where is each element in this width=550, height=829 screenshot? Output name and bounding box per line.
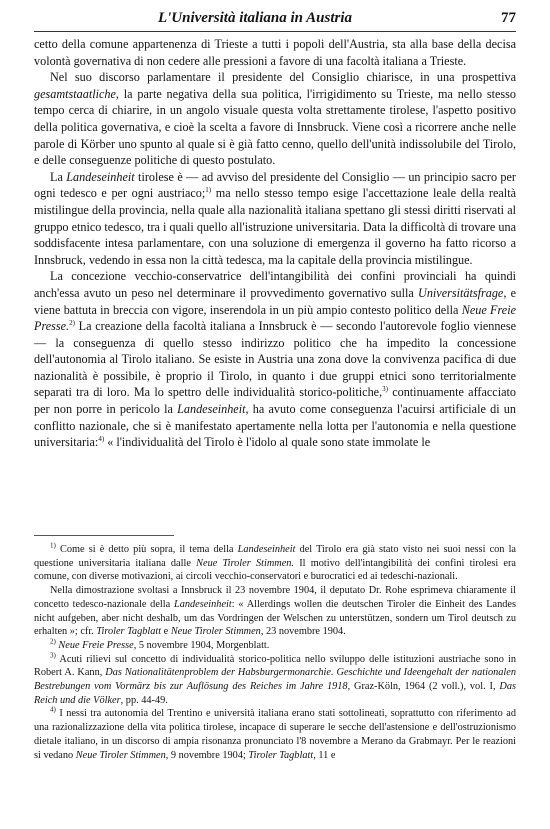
text-run: Nel suo discorso parlamentare il presidente del Consiglio chiarisce, in una prospettiva: [50, 70, 516, 85]
text-run: , 11 e: [313, 749, 336, 761]
text-run: del Tirolo era già stato visto nei suoi nessi con la questione universitaria italiana dalle: [34, 544, 517, 569]
text-run: La concezione vecchio-conservatrice dell'intangibilità dei confini provinciali ha quindi anch'essa avuto un peso nel determinare il provvedimento governativo sulla: [34, 269, 516, 300]
running-title: L'Università italiana in Austria: [157, 10, 353, 26]
text-run: e: [161, 626, 171, 638]
note-ref: 3): [50, 651, 56, 660]
text-run: , Graz-Köln, 1964 (2 voll.), vol. I,: [347, 681, 500, 693]
text-run: cetto della comune appartenenza di Trieste a tutti i popoli dell'Austria, sta alla base della decisa volontà governativa di non cedere alle pressioni a favore di una facoltà italiana a Trieste.: [34, 37, 516, 68]
footnote: [34, 653, 516, 708]
italic-term: Neue Tiroler Stimmen.: [196, 557, 294, 569]
italic-term: Tiroler Tagblatt: [248, 749, 314, 761]
text-run: La: [50, 169, 67, 184]
paragraph-continued: [34, 36, 516, 69]
italic-term: Neue Tiroler Stimmen: [75, 749, 166, 761]
text-run: I nessi tra autonomia del Trentino e università italiana erano stati sottolineati, soprattutto con riferimento ad una razionalizzazione della vita politica tirolese, incapace di superare le secche dell'astensione e dell'ostruzionismo dietale italiano, in un discorso di ampia risonanza pronunciato l'8 novembre a Merano da Grabmayr. Per le reazioni si vedano: [34, 708, 516, 761]
note-ref: 3): [382, 385, 388, 394]
italic-term: Neue Freie Presse: [58, 639, 134, 651]
footnote: [34, 639, 516, 653]
italic-term: Neue Freie Presse.: [34, 302, 516, 334]
italic-term: Universitätsfrage: [418, 285, 504, 300]
italic-term: Tiroler Tagblatt: [96, 626, 162, 638]
body-text: [34, 36, 516, 451]
text-run: continuamente affacciato per non porre in pericolo la: [34, 385, 516, 417]
note-ref: 1): [205, 186, 212, 195]
text-run: , ha avuto come conseguenza l'acuirsi artificiale di un conflitto nazionale, che si è manifestato apertamente nella lotta per l'autonomia e nella questione universitaria:: [34, 402, 516, 450]
footnote: [34, 584, 516, 639]
page-number: 77: [501, 10, 516, 26]
note-ref: 2): [50, 637, 56, 646]
text-run: : « Allerdings wollen die deutschen Tiroler die Einheit des Landes nicht aufgeben, aber nicht deshalb, um das Vordringen der Welschen zu unterstützen, sondern um Tirol deutsch zu erhalten »; cfr.: [34, 598, 516, 638]
italic-term: Landeseinheit: [237, 544, 296, 555]
text-run: « l'individualità del Tirolo è l'idolo al quale sono state immolate le: [104, 435, 431, 450]
note-ref: 4): [98, 435, 105, 444]
text-run: Nella dimostrazione svoltasi a Innsbruck il 23 novembre 1904, il deputato Dr. Rohe esprimeva chiaramente il concetto tedesco-nazionale della: [34, 585, 516, 610]
footnote: [34, 707, 516, 762]
text-run: La creazione della facoltà italiana a Innsbruck è — secondo l'autorevole foglio viennese — la conseguenza di quello stesso indirizzo politico che ha impedito la concessione dell'autonomia al Tirolo italiano. Se esiste in Austria una zona dove la convivenza pacifica di due nazionalità è possibile, è proprio il Tirolo, in quanto i due gruppi etnici sono territorialmente separati tra di loro. Ma lo spettro delle individualità storico-politiche,: [34, 319, 516, 400]
header-rule: [34, 31, 516, 32]
italic-term: Landeseinheit: [66, 169, 135, 184]
italic-term: Das Nationalitätenproblem der Habsburgermonarchie. Geschichte und Ideengehalt der nationalen Bestrebungen vom Vormärz bis zur Auflösung des Reiches im Jahre 1918: [34, 667, 516, 693]
text-run: , 5 novembre 1904, Morgenblatt.: [133, 639, 270, 651]
paragraph: [34, 69, 516, 169]
italic-term: Das Reich und die Völker: [34, 681, 517, 706]
footnotes: [34, 543, 516, 762]
text-run: Il motivo dell'intangibilità dei confini tirolesi era comune, con diverse motivazioni, ai circoli vecchio-conservatori e burocratici ed ai tedeschi-nazionali.: [34, 557, 516, 583]
paragraph: [34, 169, 516, 269]
note-ref: 2): [69, 319, 75, 328]
text-run: tirolese è — ad avviso del presidente del Consiglio — un principio sacro per ogni tedesco e per ogni austriaco;: [34, 169, 516, 201]
note-ref: 1): [50, 541, 56, 550]
footnote: [34, 543, 516, 584]
text-run: Acuti rilievi sul concetto di individualità storico-politica nello sviluppo delle istituzioni austriache sono in Robert A. Kann,: [34, 653, 516, 679]
footnote-separator: [34, 535, 174, 536]
text-run: Come si è detto più sopra, il tema della: [55, 544, 238, 555]
text-run: ma nello stesso tempo esige l'accettazione leale della realtà mistilingue della provincia, nella quale alla nazionalità italiana spettano gli stessi diritti riservati al gruppo etnico tedesco, tra i quali quello all'istruzione universitaria. Data la difficoltà di trovare una soddisfacente intesa parlamentare, con una soluzione di emergenza il governo ha fatto ricorso a Innsbruck, vedendo in essa non la città tedesca, ma la capitale della provincia mistilingue.: [34, 186, 516, 267]
text-run: , e viene battuta in breccia con vigore, inserendola in un più ampio contesto politico della: [34, 285, 516, 317]
italic-term: gesamtstaatliche: [34, 86, 116, 101]
page-header: [34, 8, 516, 30]
italic-term: Landeseinheit: [177, 402, 246, 417]
note-ref: 4): [50, 706, 56, 715]
text-run: , pp. 44-49.: [120, 694, 168, 706]
italic-term: Neue Tiroler Stimmen: [170, 626, 261, 638]
italic-term: Landeseinheit: [173, 598, 232, 610]
paragraph: [34, 268, 516, 451]
text-run: , 23 novembre 1904.: [260, 626, 346, 638]
text-run: , la parte negativa della sua politica, l'irrigidimento su Trieste, ma nello stesso tempo cerca di chiarire, in un angolo visuale questa volta strettamente tirolese, l'aspetto positivo della politica governativa, e cioè la scelta a favore di Innsbruck. Viene così a ricorrere anche nelle parole di Körber uno spunto al quale si è già fatto cenno, quello dell'unità indissolubile del Tirolo, e delle conseguenze politiche di questo postulato.: [34, 86, 516, 168]
text-run: , 9 novembre 1904;: [165, 749, 249, 761]
